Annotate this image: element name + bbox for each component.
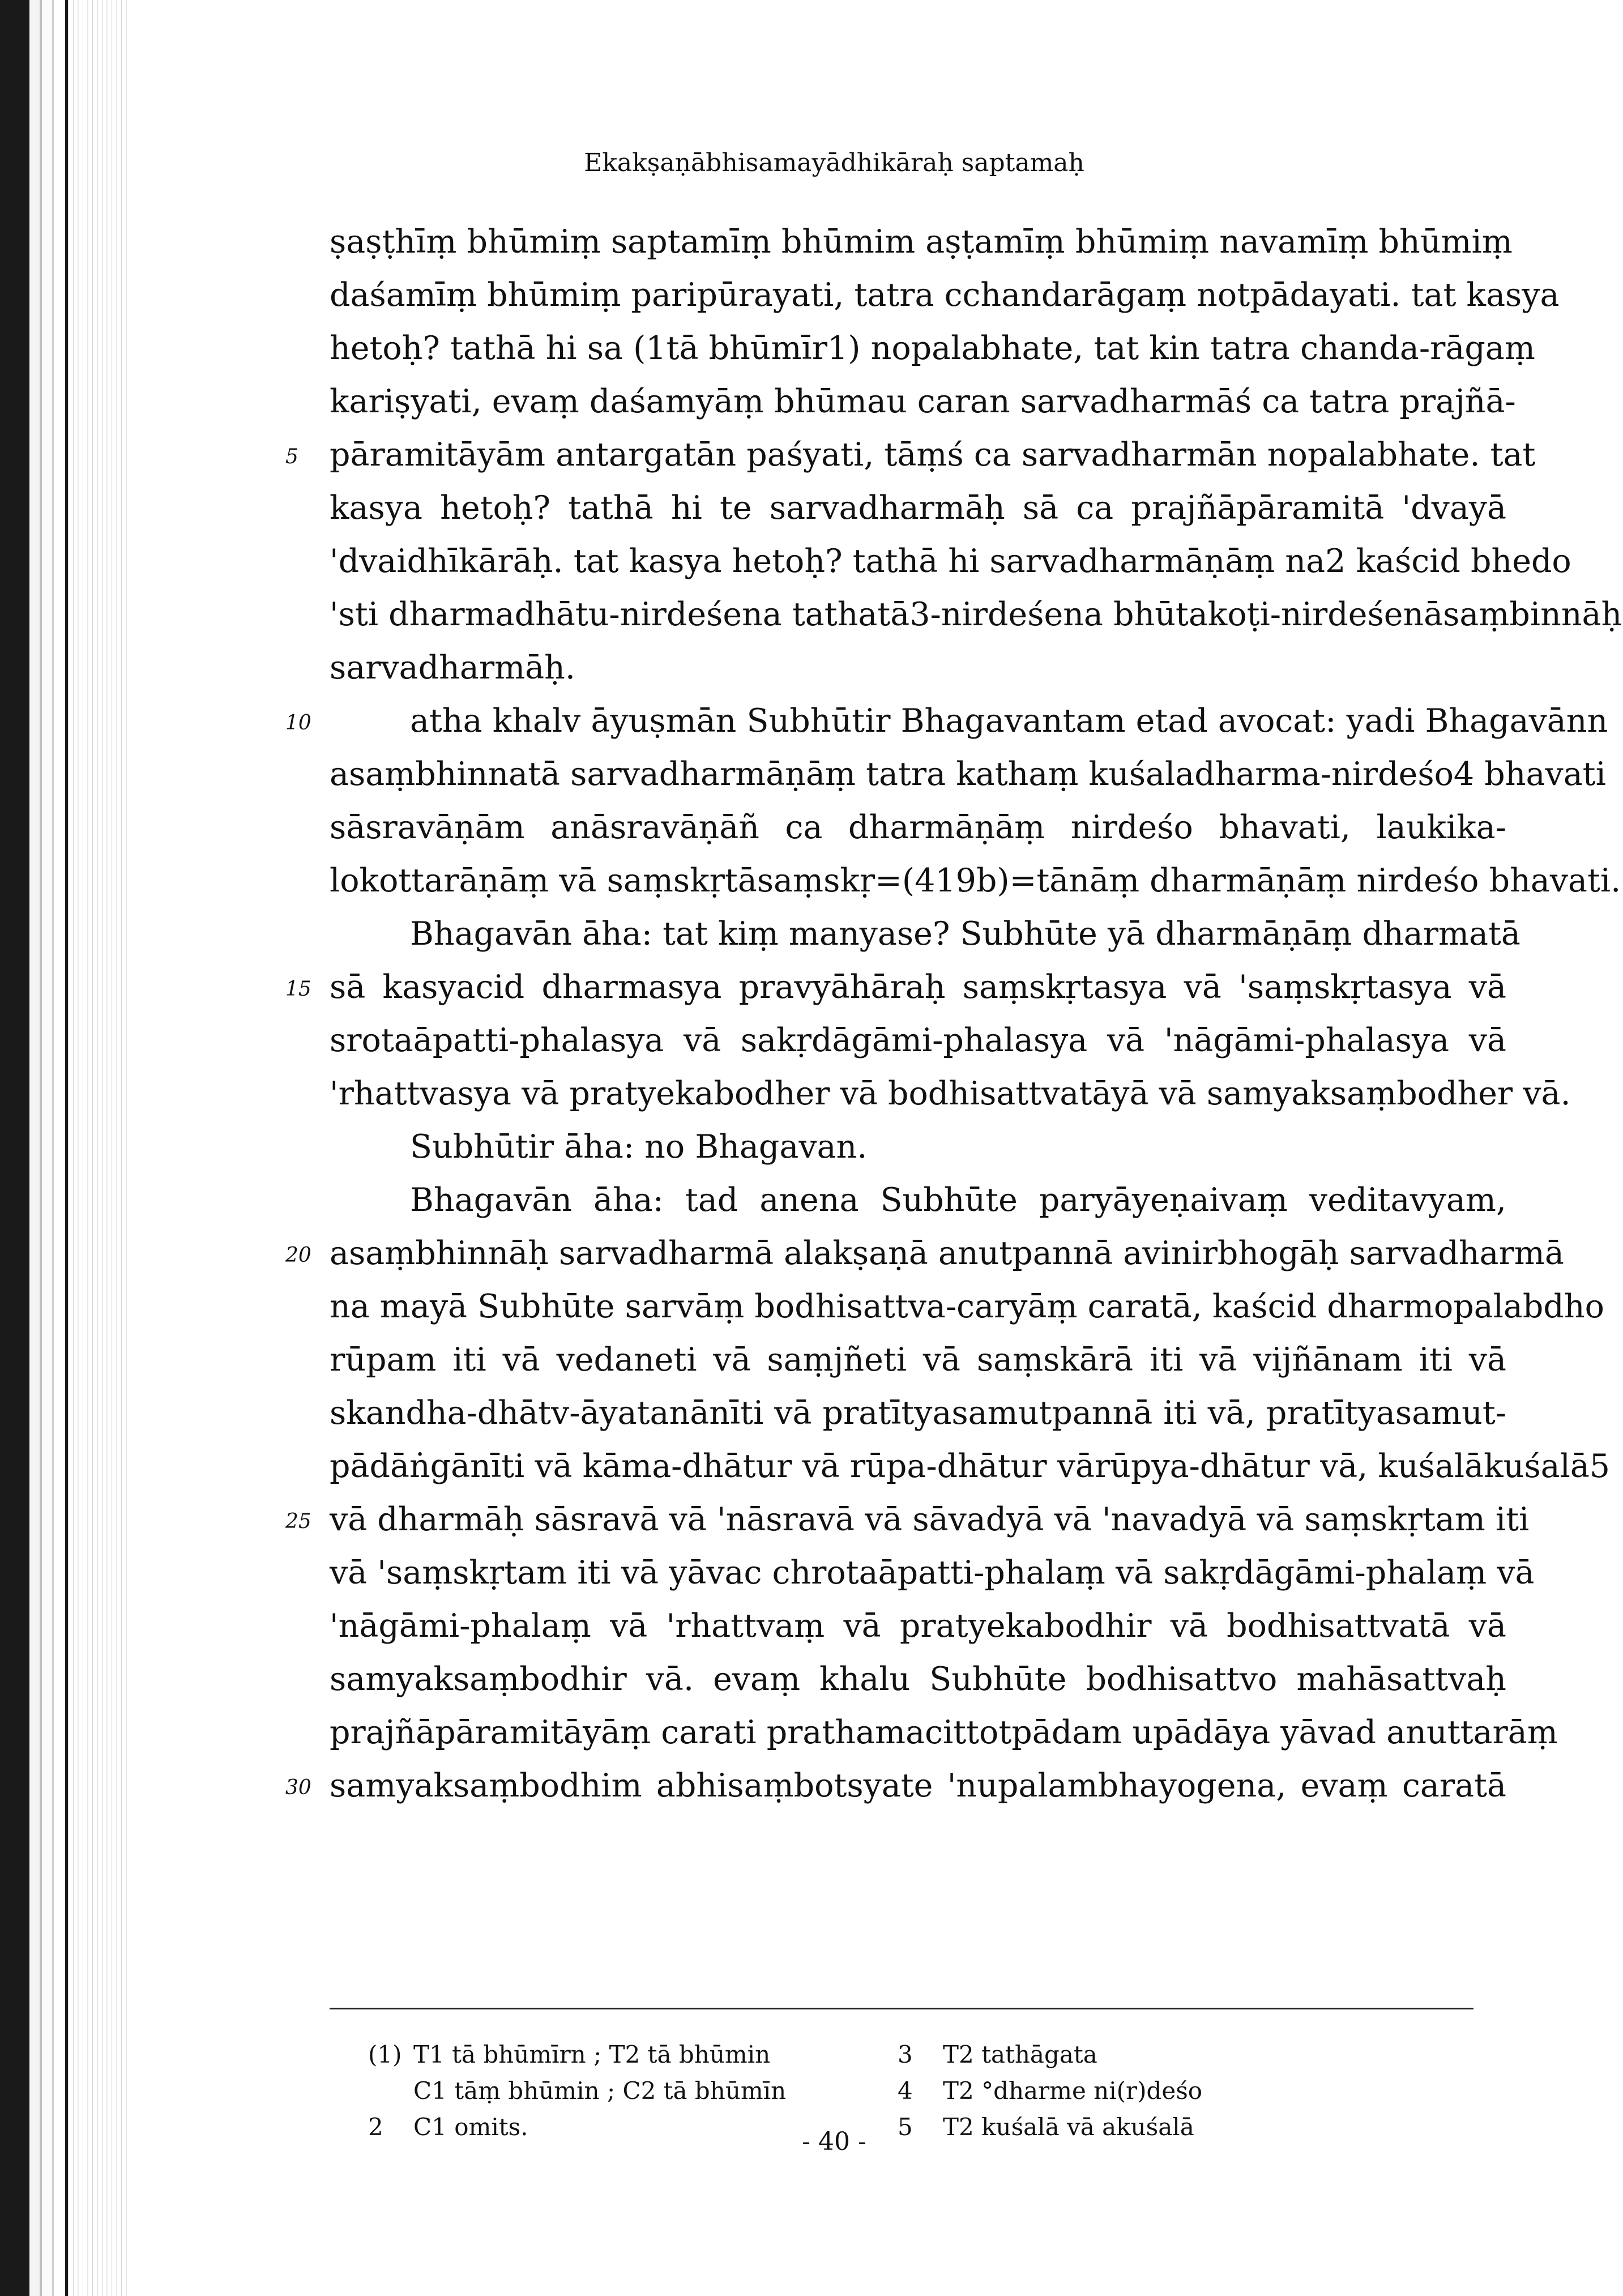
line-text: Subhūtir āha: no Bhagavan. bbox=[410, 1128, 868, 1166]
line-number: 20 bbox=[285, 1244, 311, 1267]
footnote-text: C1 omits. bbox=[413, 2113, 528, 2141]
text-line bbox=[330, 375, 1516, 428]
line-number: 30 bbox=[285, 1776, 311, 1799]
line-text: daśamīṃ bhūmiṃ paripūrayati, tatra cchandarāgaṃ notpādayati. tat kasya bbox=[330, 276, 1560, 314]
text-line bbox=[330, 481, 1506, 535]
line-text: 'dvaidhīkārāḥ. tat kasya hetoḥ? tathā hi sarvadharmāṇāṃ na2 kaścid bhedo bbox=[330, 543, 1571, 580]
line-text: 'nāgāmi-phalaṃ vā 'rhattvaṃ vā pratyekabodhir vā bodhisattvatā vā bbox=[330, 1607, 1506, 1645]
text-line bbox=[330, 1653, 1506, 1706]
line-text: skandha-dhātv-āyatanānīti vā pratītyasamutpannā iti vā, pratītyasamut- bbox=[330, 1394, 1506, 1432]
line-text: srotaāpatti-phalasya vā sakṛdāgāmi-phalasya vā 'nāgāmi-phalasya vā bbox=[330, 1022, 1506, 1059]
footnote-text: T1 tā bhūmīrn ; T2 tā bhūmin bbox=[413, 2041, 771, 2068]
text-line bbox=[330, 1440, 1611, 1493]
text-line bbox=[285, 1493, 1530, 1546]
line-text: Bhagavān āha: tad anena Subhūte paryāyeṇaivaṃ veditavyam, bbox=[410, 1181, 1506, 1219]
line-text: Bhagavān āha: tat kiṃ manyase? Subhūte yā dharmāṇāṃ dharmatā bbox=[410, 915, 1521, 953]
line-text: pādāṅgānīti vā kāma-dhātur vā rūpa-dhātur vārūpya-dhātur vā, kuśalākuśalā5 bbox=[330, 1448, 1611, 1485]
text-line bbox=[330, 1546, 1535, 1599]
line-text: sarvadharmāḥ. bbox=[330, 649, 575, 686]
line-text: samyaksaṃbodhir vā. evaṃ khalu Subhūte bodhisattvo mahāsattvaḥ bbox=[330, 1661, 1506, 1698]
text-line bbox=[330, 322, 1535, 375]
line-text: vā dharmāḥ sāsravā vā 'nāsravā vā sāvadyā vā 'navadyā vā saṃskṛtam iti bbox=[330, 1501, 1530, 1538]
line-text: vā 'saṃskṛtam iti vā yāvac chrotaāpatti-phalaṃ vā sakṛdāgāmi-phalaṃ vā bbox=[330, 1554, 1535, 1591]
running-head: Ekakṣaṇābhisamayādhikāraḥ saptamaḥ bbox=[584, 148, 1084, 177]
footnote-number: 4 bbox=[898, 2077, 913, 2105]
text-line bbox=[285, 1227, 1564, 1280]
text-line bbox=[330, 1173, 1506, 1227]
line-text: asaṃbhinnatā sarvadharmāṇāṃ tatra kathaṃ kuśaladharma-nirdeśo4 bhavati bbox=[330, 756, 1606, 793]
text-line bbox=[330, 215, 1513, 268]
line-text: kasya hetoḥ? tathā hi te sarvadharmāḥ sā ca prajñāpāramitā 'dvayā bbox=[330, 489, 1506, 527]
line-text: sāsravāṇām anāsravāṇāñ ca dharmāṇāṃ nirdeśo bhavati, laukika- bbox=[330, 809, 1506, 846]
line-text: 'sti dharmadhātu-nirdeśena tathatā3-nirdeśena bhūtakoṭi-nirdeśenāsaṃbinnāḥ bbox=[330, 596, 1622, 633]
line-text: hetoḥ? tathā hi sa (1tā bhūmīr1) nopalabhate, tat kin tatra chanda-rāgaṃ bbox=[330, 330, 1535, 367]
text-line bbox=[330, 268, 1560, 322]
footnote-text: T2 kuśalā vā akuśalā bbox=[943, 2113, 1194, 2141]
text-line bbox=[330, 1014, 1506, 1067]
line-text: pāramitāyām antargatān paśyati, tāṃś ca sarvadharmān nopalabhate. tat bbox=[330, 436, 1536, 473]
text-line bbox=[330, 1599, 1506, 1653]
line-number: 5 bbox=[285, 445, 298, 468]
text-line bbox=[285, 961, 1506, 1014]
body-text bbox=[285, 215, 1622, 1812]
text-line bbox=[330, 748, 1606, 801]
line-text: prajñāpāramitāyāṃ carati prathamacittotpādam upādāya yāvad anuttarāṃ bbox=[330, 1714, 1558, 1751]
footnote-text: T2 °dharme ni(r)deśo bbox=[943, 2077, 1203, 2105]
text-line bbox=[330, 1067, 1571, 1120]
line-text: rūpam iti vā vedaneti vā saṃjñeti vā saṃskārā iti vā vijñānam iti vā bbox=[330, 1341, 1506, 1379]
text-line bbox=[330, 801, 1506, 854]
line-number: 10 bbox=[285, 711, 311, 735]
line-text: na mayā Subhūte sarvāṃ bodhisattva-caryāṃ caratā, kaścid dharmopalabdho bbox=[330, 1288, 1604, 1325]
text-line bbox=[330, 854, 1621, 907]
text-line bbox=[285, 694, 1608, 748]
line-text: sā kasyacid dharmasya pravyāhāraḥ saṃskṛtasya vā 'saṃskṛtasya vā bbox=[330, 968, 1506, 1006]
footnote bbox=[368, 2073, 878, 2109]
footnote-text: T2 tathāgata bbox=[943, 2041, 1097, 2068]
footnote-text: C1 tāṃ bhūmin ; C2 tā bhūmīn bbox=[413, 2077, 787, 2105]
line-text: 'rhattvasya vā pratyekabodher vā bodhisattvatāyā vā samyaksaṃbodher vā. bbox=[330, 1075, 1571, 1112]
text-line bbox=[330, 588, 1622, 641]
text-line bbox=[330, 1120, 1506, 1173]
text-line bbox=[330, 1706, 1558, 1759]
footnote bbox=[368, 2037, 878, 2073]
binding-shadow bbox=[0, 0, 130, 2296]
line-number: 15 bbox=[285, 978, 311, 1001]
text-line bbox=[330, 907, 1521, 961]
footnote-number: 3 bbox=[898, 2041, 913, 2068]
footnote-number: 5 bbox=[898, 2113, 913, 2141]
line-text: asaṃbhinnāḥ sarvadharmā alakṣaṇā anutpannā avinirbhogāḥ sarvadharmā bbox=[330, 1235, 1564, 1272]
text-line bbox=[330, 535, 1571, 588]
footnote bbox=[898, 2037, 1407, 2073]
text-line bbox=[285, 428, 1536, 481]
text-line bbox=[330, 1280, 1604, 1333]
text-line bbox=[285, 1759, 1506, 1812]
text-line bbox=[330, 1386, 1506, 1440]
text-line bbox=[330, 1333, 1506, 1386]
footnote-number: 2 bbox=[368, 2113, 383, 2141]
line-number: 25 bbox=[285, 1510, 311, 1533]
text-line bbox=[330, 641, 1506, 694]
line-text: samyaksaṃbodhim abhisaṃbotsyate 'nupalambhayogena, evaṃ caratā bbox=[330, 1767, 1506, 1804]
line-text: ṣaṣṭhīṃ bhūmiṃ saptamīṃ bhūmim aṣṭamīṃ bhūmiṃ navamīṃ bhūmiṃ bbox=[330, 223, 1513, 261]
page-number: - 40 - bbox=[802, 2127, 866, 2156]
line-text: kariṣyati, evaṃ daśamyāṃ bhūmau caran sarvadharmāś ca tatra prajñā- bbox=[330, 383, 1516, 420]
footnote-rule bbox=[330, 2008, 1473, 2009]
line-text: atha khalv āyuṣmān Subhūtir Bhagavantam etad avocat: yadi Bhagavānn bbox=[410, 702, 1608, 740]
footnote-number: (1) bbox=[368, 2041, 402, 2068]
line-text: lokottarāṇāṃ vā saṃskṛtāsaṃskṛ=(419b)=tānāṃ dharmāṇāṃ nirdeśo bhavati. bbox=[330, 862, 1621, 899]
footnote bbox=[898, 2073, 1407, 2109]
